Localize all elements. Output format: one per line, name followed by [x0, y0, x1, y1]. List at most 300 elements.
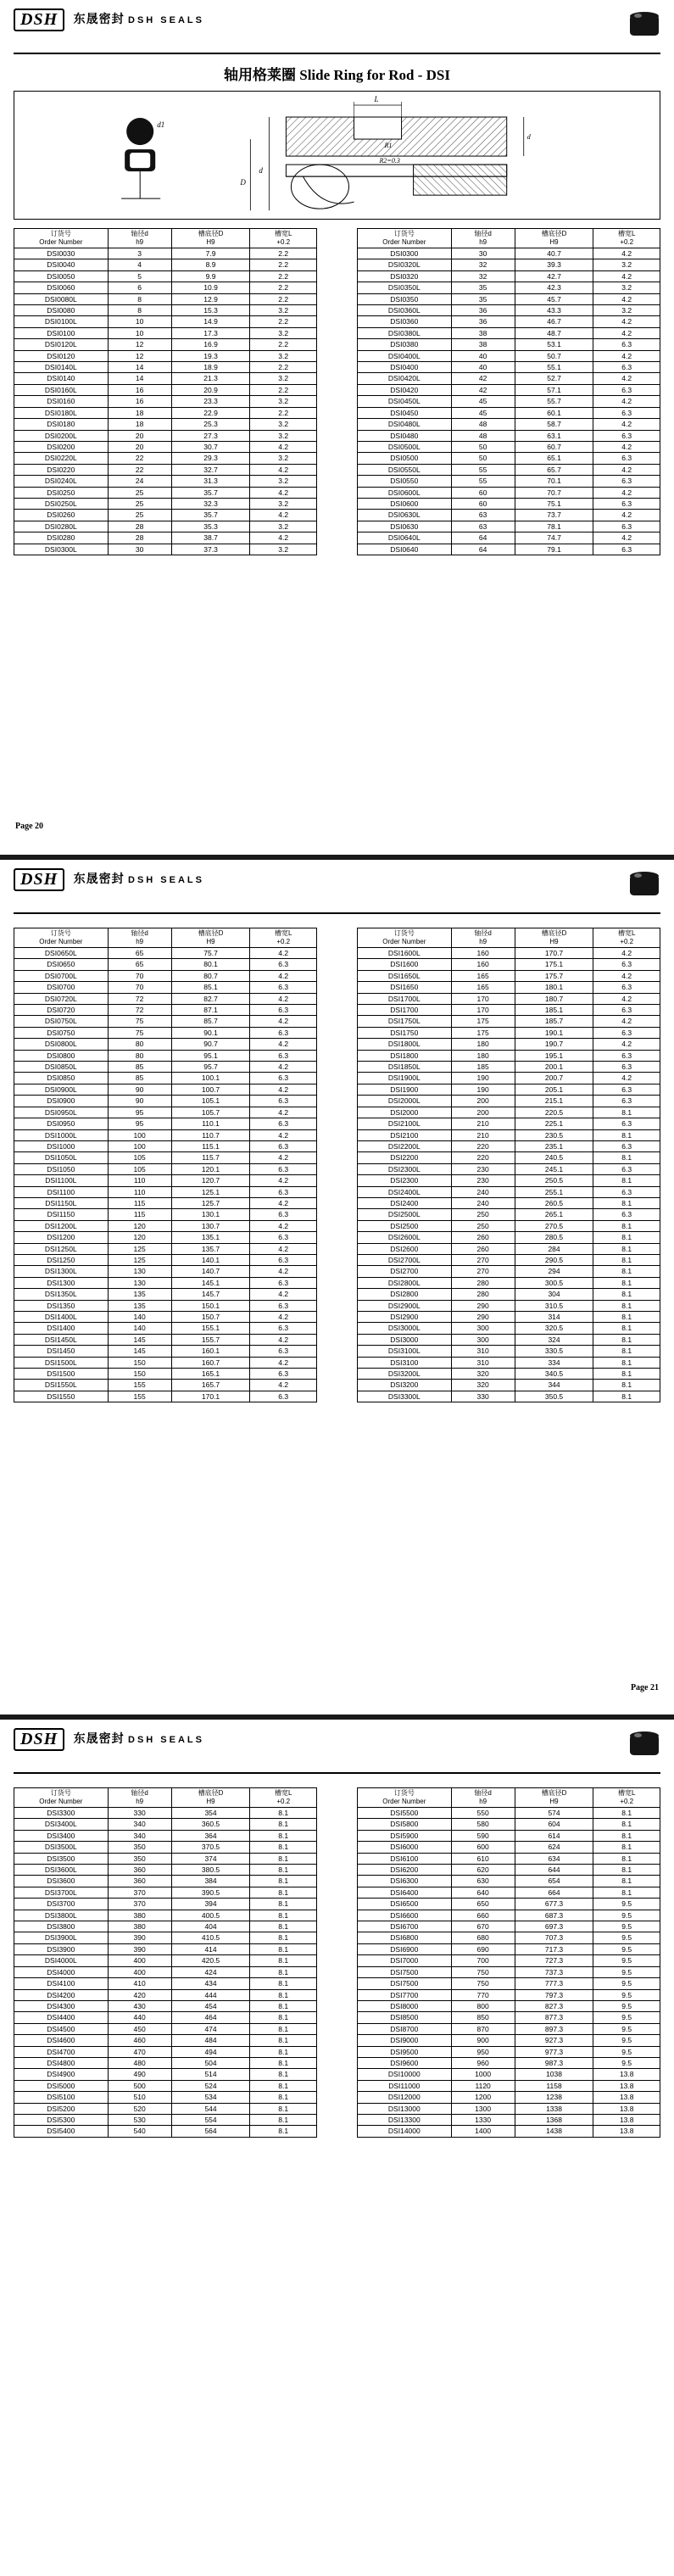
- cell-shaft-diameter: 250: [451, 1209, 515, 1220]
- cell-groove-width: 9.5: [593, 2057, 660, 2068]
- table-row: [358, 1391, 660, 1402]
- table-row: [14, 1808, 317, 1819]
- table-row: [358, 2023, 660, 2034]
- svg-text:d: d: [526, 133, 531, 142]
- table-row: [14, 2035, 317, 2046]
- table-row: [358, 498, 660, 509]
- cell-groove-width: 9.5: [593, 2012, 660, 2023]
- cell-shaft-diameter: 4: [108, 259, 171, 270]
- table-row: [14, 1887, 317, 1898]
- cell-order-number: DSI1900L: [358, 1073, 452, 1084]
- cell-shaft-diameter: 480: [108, 2057, 171, 2068]
- cell-groove-width: 8.1: [250, 1842, 317, 1853]
- cell-shaft-diameter: 115: [108, 1197, 171, 1208]
- cell-shaft-diameter: 12: [108, 350, 171, 361]
- cell-shaft-diameter: 55: [451, 476, 515, 487]
- cell-order-number: DSI5400: [14, 2126, 109, 2137]
- cell-groove-width: 8.1: [593, 1129, 660, 1140]
- cell-groove-diameter: 105.1: [171, 1096, 250, 1107]
- cell-groove-diameter: 240.5: [515, 1152, 593, 1163]
- cell-shaft-diameter: 1400: [451, 2126, 515, 2137]
- cell-order-number: DSI0640L: [358, 532, 452, 544]
- cell-groove-diameter: 235.1: [515, 1140, 593, 1151]
- table-row: [358, 2080, 660, 2091]
- cell-order-number: DSI0260: [14, 510, 109, 521]
- cell-groove-diameter: 16.9: [171, 339, 250, 350]
- table-row: [358, 1152, 660, 1163]
- table-row: [14, 1921, 317, 1932]
- cell-shaft-diameter: 590: [451, 1830, 515, 1841]
- spec-table-right: [357, 228, 660, 555]
- cell-groove-diameter: 314: [515, 1312, 593, 1323]
- table-row: [14, 532, 317, 544]
- table-row: [14, 384, 317, 395]
- cell-groove-diameter: 110.1: [171, 1118, 250, 1129]
- cell-shaft-diameter: 48: [451, 430, 515, 441]
- cell-groove-width: 6.3: [250, 1163, 317, 1174]
- cell-order-number: DSI2700L: [358, 1254, 452, 1265]
- table-row: [358, 2103, 660, 2114]
- cell-shaft-diameter: 270: [451, 1266, 515, 1277]
- cell-shaft-diameter: 500: [108, 2080, 171, 2091]
- cell-shaft-diameter: 155: [108, 1391, 171, 1402]
- cell-groove-diameter: 654: [515, 1876, 593, 1887]
- table-row: [358, 339, 660, 350]
- cell-shaft-diameter: 290: [451, 1312, 515, 1323]
- cell-order-number: DSI0480L: [358, 419, 452, 430]
- cell-order-number: DSI0450L: [358, 396, 452, 407]
- cell-groove-width: 4.2: [250, 441, 317, 452]
- cell-order-number: DSI6200: [358, 1865, 452, 1876]
- table-row: [14, 1391, 317, 1402]
- cell-shaft-diameter: 340: [108, 1830, 171, 1841]
- table-row: [358, 384, 660, 395]
- cell-shaft-diameter: 20: [108, 430, 171, 441]
- cell-shaft-diameter: 230: [451, 1175, 515, 1186]
- cell-groove-width: 4.2: [250, 464, 317, 475]
- cell-shaft-diameter: 10: [108, 316, 171, 327]
- cell-groove-diameter: 420.5: [171, 1955, 250, 1966]
- cell-groove-width: 4.2: [250, 948, 317, 959]
- brand-name-en: DSH SEALS: [128, 1735, 204, 1746]
- cell-order-number: DSI1600L: [358, 948, 452, 959]
- cell-order-number: DSI0380: [358, 339, 452, 350]
- cell-shaft-diameter: 190: [451, 1084, 515, 1095]
- table-row: [14, 498, 317, 509]
- table-row: [14, 2069, 317, 2080]
- cell-order-number: DSI2300: [358, 1175, 452, 1186]
- cell-shaft-diameter: 60: [451, 498, 515, 509]
- cell-shaft-diameter: 210: [451, 1118, 515, 1129]
- cell-groove-diameter: 165.7: [171, 1380, 250, 1391]
- table-row: [14, 1243, 317, 1254]
- cell-groove-diameter: 130.7: [171, 1220, 250, 1231]
- cell-groove-width: 4.2: [593, 396, 660, 407]
- cell-groove-width: 6.3: [250, 1323, 317, 1334]
- cell-groove-width: 6.3: [593, 1209, 660, 1220]
- cell-order-number: DSI1350L: [14, 1289, 109, 1300]
- catalog-page-22: [0, 1720, 674, 2576]
- cell-order-number: DSI0360L: [358, 305, 452, 316]
- cell-groove-diameter: 320.5: [515, 1323, 593, 1334]
- cell-groove-diameter: 215.1: [515, 1096, 593, 1107]
- page-title: [0, 63, 674, 84]
- cell-shaft-diameter: 85: [108, 1062, 171, 1073]
- cell-order-number: DSI0900L: [14, 1084, 109, 1095]
- cell-groove-diameter: 284: [515, 1243, 593, 1254]
- cell-order-number: DSI0630L: [358, 510, 452, 521]
- table-row: [358, 350, 660, 361]
- table-row: [358, 1989, 660, 2000]
- cell-shaft-diameter: 14: [108, 362, 171, 373]
- cell-groove-diameter: 120.1: [171, 1163, 250, 1174]
- technical-drawing: [14, 91, 660, 220]
- cell-groove-diameter: 260.5: [515, 1197, 593, 1208]
- cell-shaft-diameter: 360: [108, 1876, 171, 1887]
- table-row: [358, 982, 660, 993]
- cell-shaft-diameter: 240: [451, 1186, 515, 1197]
- cell-groove-diameter: 110.7: [171, 1129, 250, 1140]
- cell-order-number: DSI0250: [14, 487, 109, 498]
- cell-groove-diameter: 160.1: [171, 1346, 250, 1357]
- cell-shaft-diameter: 145: [108, 1334, 171, 1345]
- cell-groove-width: 3.2: [250, 419, 317, 430]
- cell-order-number: DSI1700: [358, 1005, 452, 1016]
- cell-groove-diameter: 35.7: [171, 487, 250, 498]
- cell-groove-diameter: 31.3: [171, 476, 250, 487]
- cell-shaft-diameter: 540: [108, 2126, 171, 2137]
- cell-shaft-diameter: 110: [108, 1186, 171, 1197]
- cell-order-number: DSI1400L: [14, 1312, 109, 1323]
- cell-groove-diameter: 90.1: [171, 1027, 250, 1038]
- cell-order-number: DSI3500: [14, 1853, 109, 1864]
- cell-groove-width: 4.2: [593, 316, 660, 327]
- cell-groove-diameter: 877.3: [515, 2012, 593, 2023]
- cell-groove-diameter: 464: [171, 2012, 250, 2023]
- cell-groove-width: 2.2: [250, 282, 317, 293]
- cell-groove-diameter: 74.7: [515, 532, 593, 544]
- table-row: [14, 1175, 317, 1186]
- cell-groove-width: 3.2: [250, 327, 317, 338]
- cell-order-number: DSI3400: [14, 1830, 109, 1841]
- cell-groove-width: 4.2: [593, 327, 660, 338]
- cell-shaft-diameter: 100: [108, 1140, 171, 1151]
- cell-shaft-diameter: 35: [451, 282, 515, 293]
- cell-order-number: DSI1300: [14, 1277, 109, 1288]
- cell-order-number: DSI9500: [358, 2046, 452, 2057]
- svg-text:d1: d1: [157, 120, 165, 130]
- table-row: [14, 293, 317, 304]
- cell-groove-diameter: 410.5: [171, 1932, 250, 1943]
- cell-groove-width: 4.2: [250, 532, 317, 544]
- table-row: [358, 1966, 660, 1977]
- cell-groove-diameter: 334: [515, 1357, 593, 1368]
- cell-order-number: DSI0140L: [14, 362, 109, 373]
- table-row: [14, 1819, 317, 1830]
- cell-groove-diameter: 19.3: [171, 350, 250, 361]
- cell-order-number: DSI0040: [14, 259, 109, 270]
- svg-text:R1: R1: [384, 142, 393, 150]
- cell-order-number: DSI0120: [14, 350, 109, 361]
- cell-groove-width: 9.5: [593, 1932, 660, 1943]
- cell-order-number: DSI4100: [14, 1978, 109, 1989]
- cell-groove-width: 2.2: [250, 316, 317, 327]
- cell-order-number: DSI12000: [358, 2092, 452, 2103]
- cell-groove-diameter: 22.9: [171, 407, 250, 418]
- cell-groove-width: 9.5: [593, 2000, 660, 2011]
- col-width: 槽宽L +0.2: [593, 229, 660, 248]
- cell-groove-diameter: 484: [171, 2035, 250, 2046]
- table-row: [14, 1955, 317, 1966]
- header-divider: [14, 53, 660, 54]
- table-row: [14, 510, 317, 521]
- cell-groove-diameter: 200.1: [515, 1062, 593, 1073]
- brand-name-cn: 东晟密封: [73, 12, 125, 26]
- table-row: [358, 2069, 660, 2080]
- cell-order-number: DSI0850L: [14, 1062, 109, 1073]
- cell-shaft-diameter: 520: [108, 2103, 171, 2114]
- cell-order-number: DSI10000: [358, 2069, 452, 2080]
- cell-shaft-diameter: 750: [451, 1978, 515, 1989]
- table-row: [358, 1289, 660, 1300]
- table-header-row: [14, 928, 317, 948]
- cell-shaft-diameter: 135: [108, 1289, 171, 1300]
- table-row: [358, 510, 660, 521]
- cell-groove-diameter: 15.3: [171, 305, 250, 316]
- cell-groove-diameter: 1038: [515, 2069, 593, 2080]
- cell-groove-diameter: 370.5: [171, 1842, 250, 1853]
- table-row: [14, 1323, 317, 1334]
- cell-groove-width: 8.1: [250, 1943, 317, 1954]
- cell-groove-diameter: 35.7: [171, 510, 250, 521]
- cell-shaft-diameter: 32: [451, 259, 515, 270]
- cell-order-number: DSI0140: [14, 373, 109, 384]
- cell-groove-width: 3.2: [250, 373, 317, 384]
- seal-product-icon: [630, 10, 659, 39]
- table-row: [358, 1943, 660, 1954]
- cell-groove-diameter: 330.5: [515, 1346, 593, 1357]
- cell-shaft-diameter: 1200: [451, 2092, 515, 2103]
- cell-groove-width: 6.3: [250, 1186, 317, 1197]
- table-row: [358, 1808, 660, 1819]
- table-row: [358, 959, 660, 970]
- table-row: [14, 487, 317, 498]
- table-header-row: [14, 229, 317, 248]
- cell-order-number: DSI2300L: [358, 1163, 452, 1174]
- col-order-number: 订货号 Order Number: [358, 1788, 452, 1808]
- cell-shaft-diameter: 165: [451, 970, 515, 981]
- cell-groove-diameter: 65.7: [515, 464, 593, 475]
- cell-shaft-diameter: 75: [108, 1016, 171, 1027]
- cell-groove-diameter: 175.1: [515, 959, 593, 970]
- cell-groove-width: 8.1: [250, 2000, 317, 2011]
- table-row: [14, 453, 317, 464]
- cell-groove-width: 8.1: [250, 2114, 317, 2125]
- cell-order-number: DSI0950L: [14, 1107, 109, 1118]
- cell-order-number: DSI0420L: [358, 373, 452, 384]
- cell-groove-diameter: 185.7: [515, 1016, 593, 1027]
- table-row: [14, 1369, 317, 1380]
- cell-groove-width: 6.3: [250, 982, 317, 993]
- cell-shaft-diameter: 200: [451, 1096, 515, 1107]
- cell-shaft-diameter: 380: [108, 1910, 171, 1921]
- cell-order-number: DSI2700: [358, 1266, 452, 1277]
- cell-groove-width: 4.2: [250, 1266, 317, 1277]
- cell-groove-width: 8.1: [250, 1808, 317, 1819]
- cell-groove-width: 4.2: [593, 510, 660, 521]
- cell-shaft-diameter: 42: [451, 373, 515, 384]
- cell-groove-diameter: 100.1: [171, 1073, 250, 1084]
- cell-groove-width: 6.3: [250, 1346, 317, 1357]
- cell-shaft-diameter: 470: [108, 2046, 171, 2057]
- cell-order-number: DSI2000L: [358, 1096, 452, 1107]
- cell-groove-width: 3.2: [250, 498, 317, 509]
- table-row: [14, 1197, 317, 1208]
- cell-groove-width: 4.2: [250, 1380, 317, 1391]
- cell-shaft-diameter: 12: [108, 339, 171, 350]
- table-row: [14, 1027, 317, 1038]
- cell-groove-diameter: 374: [171, 1853, 250, 1864]
- cell-order-number: DSI0700: [14, 982, 109, 993]
- cell-groove-width: 8.1: [250, 2103, 317, 2114]
- cell-groove-diameter: 120.7: [171, 1175, 250, 1186]
- cell-order-number: DSI0800L: [14, 1039, 109, 1050]
- cell-groove-width: 6.3: [250, 959, 317, 970]
- cell-order-number: DSI0350L: [358, 282, 452, 293]
- cell-order-number: DSI3200L: [358, 1369, 452, 1380]
- cell-shaft-diameter: 390: [108, 1943, 171, 1954]
- cell-shaft-diameter: 400: [108, 1955, 171, 1966]
- cell-order-number: DSI1800: [358, 1050, 452, 1061]
- table-row: [358, 373, 660, 384]
- table-row: [14, 396, 317, 407]
- cell-groove-width: 6.3: [593, 384, 660, 395]
- cell-groove-diameter: 145.1: [171, 1277, 250, 1288]
- cell-order-number: DSI9600: [358, 2057, 452, 2068]
- table-row: [358, 1910, 660, 1921]
- cell-groove-width: 8.1: [250, 1955, 317, 1966]
- cell-order-number: DSI0750L: [14, 1016, 109, 1027]
- cell-groove-diameter: 105.7: [171, 1107, 250, 1118]
- cell-groove-width: 8.1: [593, 1391, 660, 1402]
- spec-tables-page20: [0, 220, 674, 555]
- table-row: [14, 1084, 317, 1095]
- table-row: [358, 2035, 660, 2046]
- cell-groove-width: 6.3: [593, 407, 660, 418]
- cell-groove-width: 2.2: [250, 407, 317, 418]
- table-row: [14, 982, 317, 993]
- page-number: Page 21: [630, 1683, 659, 1692]
- cell-groove-diameter: 60.1: [515, 407, 593, 418]
- cell-groove-diameter: 21.3: [171, 373, 250, 384]
- cell-groove-width: 6.3: [593, 521, 660, 532]
- cell-shaft-diameter: 490: [108, 2069, 171, 2080]
- table-row: [14, 521, 317, 532]
- cell-order-number: DSI0700L: [14, 970, 109, 981]
- cell-order-number: DSI0160: [14, 396, 109, 407]
- table-row: [358, 1323, 660, 1334]
- cell-shaft-diameter: 16: [108, 384, 171, 395]
- cell-groove-width: 2.2: [250, 259, 317, 270]
- table-row: [358, 2057, 660, 2068]
- cell-groove-diameter: 294: [515, 1266, 593, 1277]
- cell-groove-diameter: 444: [171, 1989, 250, 2000]
- logo-text: DSH: [20, 10, 58, 29]
- cell-groove-width: 6.3: [593, 362, 660, 373]
- catalog-page-21: [0, 860, 674, 1715]
- cell-shaft-diameter: 35: [451, 293, 515, 304]
- cell-shaft-diameter: 64: [451, 532, 515, 544]
- cell-groove-width: 6.3: [250, 1140, 317, 1151]
- cell-shaft-diameter: 410: [108, 1978, 171, 1989]
- cell-order-number: DSI1000L: [14, 1129, 109, 1140]
- cell-groove-diameter: 797.3: [515, 1989, 593, 2000]
- cell-groove-diameter: 160.7: [171, 1357, 250, 1368]
- cell-groove-width: 4.2: [250, 1084, 317, 1095]
- table-row: [358, 2000, 660, 2011]
- cell-groove-width: 8.1: [250, 2057, 317, 2068]
- cell-groove-diameter: 12.9: [171, 293, 250, 304]
- cell-groove-width: 4.2: [593, 1073, 660, 1084]
- cell-groove-width: 13.8: [593, 2069, 660, 2080]
- cell-shaft-diameter: 250: [451, 1220, 515, 1231]
- cell-shaft-diameter: 24: [108, 476, 171, 487]
- table-row: [358, 1107, 660, 1118]
- cell-shaft-diameter: 240: [451, 1197, 515, 1208]
- cell-shaft-diameter: 95: [108, 1107, 171, 1118]
- cell-groove-width: 6.3: [593, 1027, 660, 1038]
- table-row: [14, 1943, 317, 1954]
- cell-groove-width: 8.1: [250, 1899, 317, 1910]
- cell-groove-width: 2.2: [250, 293, 317, 304]
- table-row: [14, 476, 317, 487]
- table-row: [358, 1887, 660, 1898]
- cell-order-number: DSI0300: [358, 248, 452, 259]
- cell-order-number: DSI3000: [358, 1334, 452, 1345]
- table-row: [14, 1865, 317, 1876]
- cell-groove-diameter: 65.1: [515, 453, 593, 464]
- cell-order-number: DSI3900L: [14, 1932, 109, 1943]
- table-row: [14, 1129, 317, 1140]
- cell-groove-diameter: 697.3: [515, 1921, 593, 1932]
- cell-groove-width: 9.5: [593, 1943, 660, 1954]
- cell-shaft-diameter: 350: [108, 1853, 171, 1864]
- table-row: [14, 1899, 317, 1910]
- cell-groove-width: 8.1: [593, 1300, 660, 1311]
- cell-groove-diameter: 340.5: [515, 1369, 593, 1380]
- table-row: [14, 282, 317, 293]
- cell-shaft-diameter: 660: [451, 1910, 515, 1921]
- seal-product-icon: [630, 870, 659, 899]
- cell-shaft-diameter: 230: [451, 1163, 515, 1174]
- cell-shaft-diameter: 125: [108, 1243, 171, 1254]
- cell-shaft-diameter: 30: [108, 544, 171, 555]
- cell-groove-width: 6.3: [250, 1073, 317, 1084]
- cell-order-number: DSI0650: [14, 959, 109, 970]
- cell-order-number: DSI1350: [14, 1300, 109, 1311]
- table-row: [14, 1062, 317, 1073]
- table-row: [358, 1819, 660, 1830]
- cell-groove-diameter: 350.5: [515, 1391, 593, 1402]
- cell-order-number: DSI0200: [14, 441, 109, 452]
- cell-groove-diameter: 75.1: [515, 498, 593, 509]
- cell-groove-diameter: 175.7: [515, 970, 593, 981]
- table-row: [14, 544, 317, 555]
- cell-order-number: DSI0030: [14, 248, 109, 259]
- cell-groove-width: 6.3: [593, 982, 660, 993]
- table-row: [358, 1140, 660, 1151]
- cell-groove-width: 4.2: [250, 487, 317, 498]
